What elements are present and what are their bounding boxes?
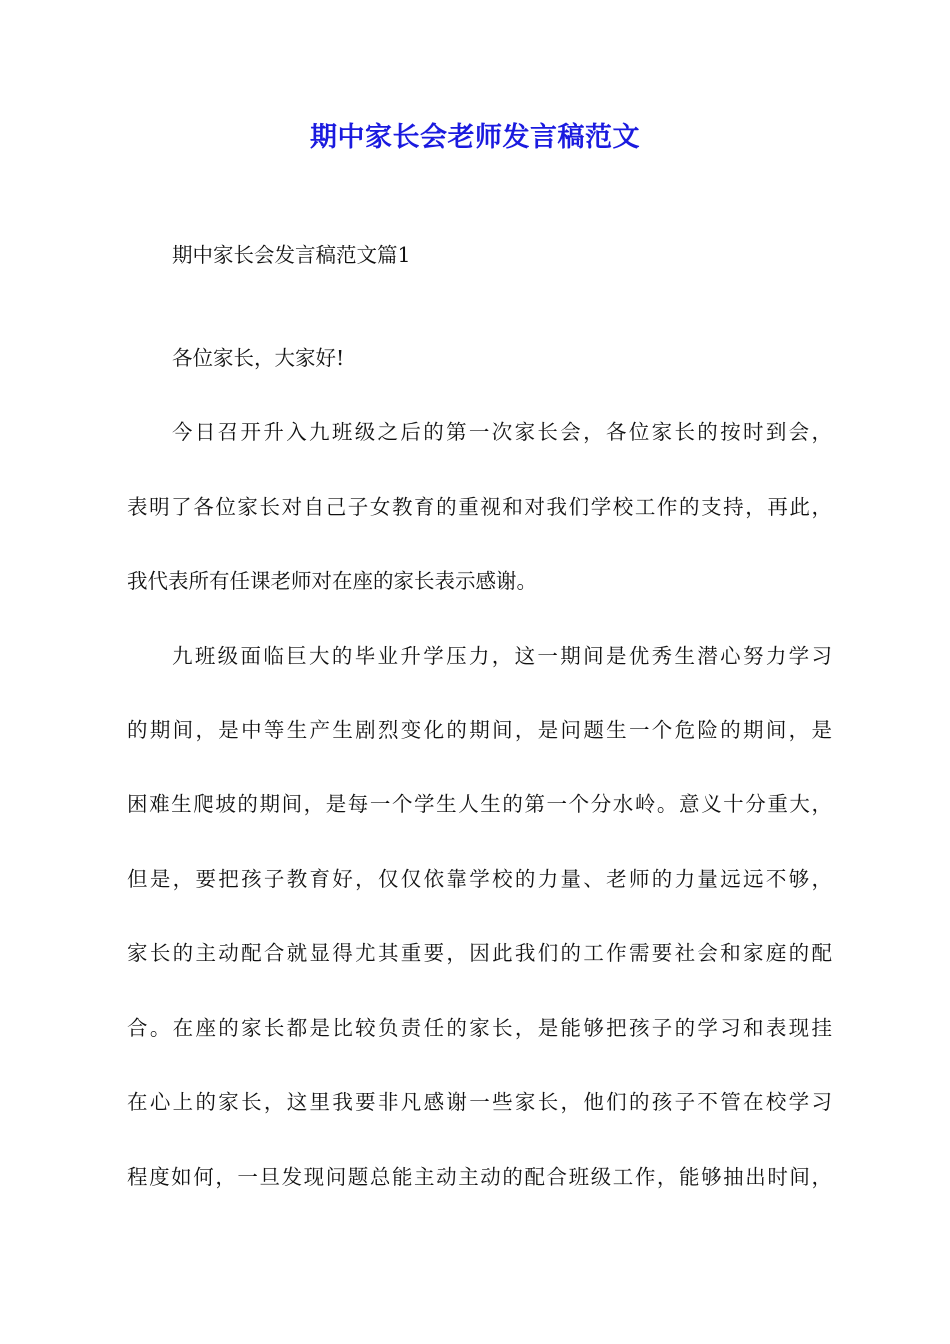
paragraph-line: 今日召开升入九班级之后的第一次家长会，各位家长的按时到会， [172,420,832,444]
paragraph-line: 在心上的家长，这里我要非凡感谢一些家长，他们的孩子不管在校学习 [127,1090,832,1114]
paragraph-line: 我代表所有任课老师对在座的家长表示感谢。 [127,569,537,593]
paragraph-line: 表明了各位家长对自己子女教育的重视和对我们学校工作的支持，再此， [127,495,832,519]
section-heading: 期中家长会发言稿范文篇1 [172,243,411,267]
paragraph-line: 合。在座的家长都是比较负责任的家长，是能够把孩子的学习和表现挂 [127,1016,832,1040]
paragraph-line: 的期间，是中等生产生剧烈变化的期间，是问题生一个危险的期间，是 [127,718,832,742]
paragraph-line: 家长的主动配合就显得尤其重要，因此我们的工作需要社会和家庭的配 [127,941,832,965]
paragraph-line: 困难生爬坡的期间，是每一个学生人生的第一个分水岭。意义十分重大， [127,792,832,816]
paragraph-line: 九班级面临巨大的毕业升学压力，这一期间是优秀生潜心努力学习 [172,644,832,668]
paragraph-line: 程度如何，一旦发现问题总能主动主动的配合班级工作，能够抽出时间， [127,1165,832,1189]
salutation: 各位家长，大家好! [172,346,345,370]
paragraph-line: 但是，要把孩子教育好，仅仅依靠学校的力量、老师的力量远远不够， [127,867,832,891]
document-title: 期中家长会老师发言稿范文 [310,122,640,153]
